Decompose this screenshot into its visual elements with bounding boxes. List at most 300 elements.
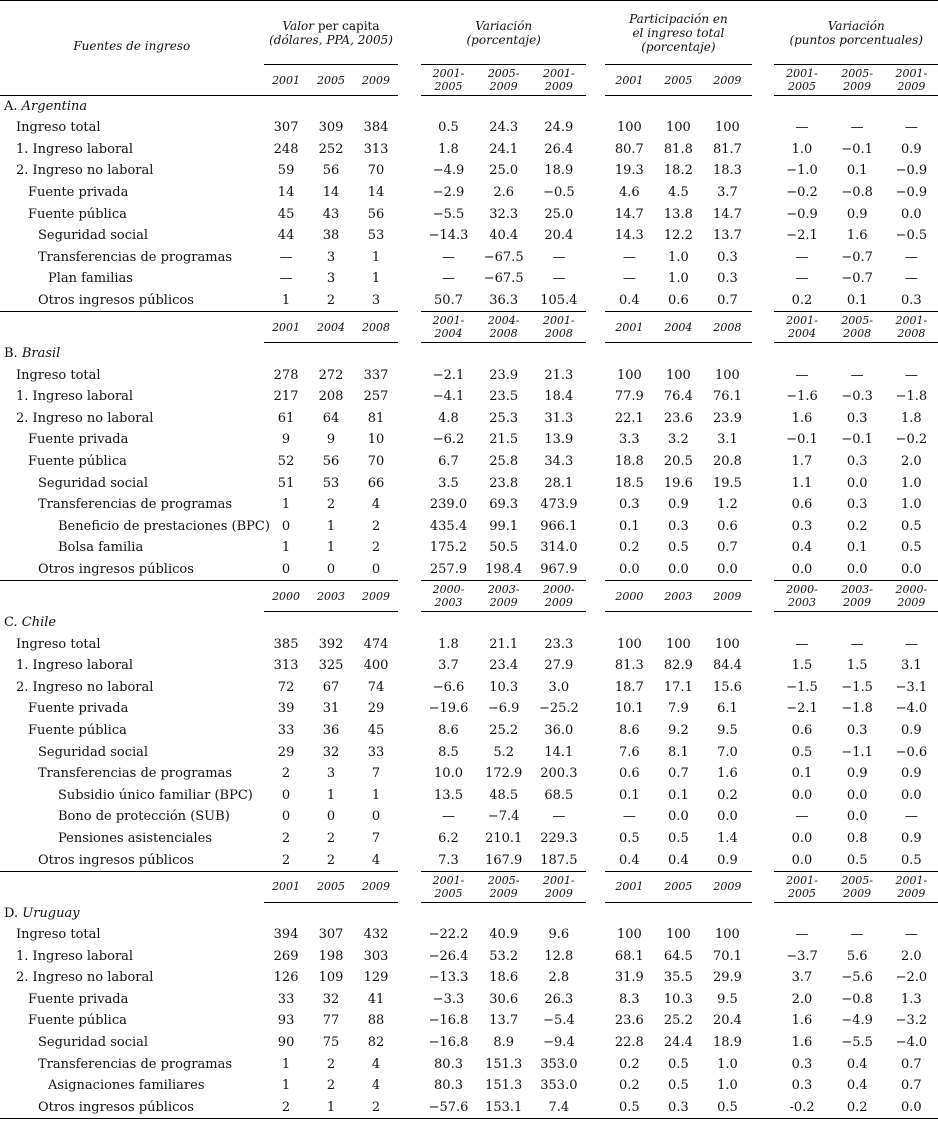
year-label: 2003: [309, 581, 354, 612]
cell-value: 3.5: [438, 475, 459, 491]
cell-value: 1: [326, 518, 336, 534]
year-label: 2001- 2008: [531, 312, 586, 343]
cell-value: 0.1: [846, 540, 868, 556]
cell-value: 3: [326, 271, 336, 287]
cell-value: 0: [281, 561, 291, 577]
header-group-variation-a: Variación: [475, 18, 533, 33]
cell-value: −0.7: [841, 249, 873, 265]
row-label-text: Fuente pública: [28, 206, 127, 222]
cell-value: 7: [371, 766, 381, 782]
cell-value: —: [795, 636, 809, 652]
cell-value: 6.2: [438, 830, 459, 846]
cell-value: 24.9: [544, 120, 574, 136]
cell-value: 200.3: [540, 766, 578, 782]
cell-value: 90: [277, 1035, 295, 1051]
cell-value: 10.3: [663, 991, 693, 1007]
cell-value: 474: [363, 636, 389, 652]
section-title: [0, 343, 264, 365]
cell-value: −6.9: [487, 701, 520, 717]
table-row: [0, 472, 938, 494]
cell-value: —: [904, 927, 918, 943]
cell-value: 8.9: [493, 1035, 515, 1051]
table-row: [0, 559, 938, 581]
cell-value: 1: [371, 271, 381, 287]
cell-value: −16.8: [428, 1013, 469, 1029]
cell-value: —: [850, 120, 864, 136]
cell-value: 0.3: [791, 1078, 813, 1094]
header-group-value-c: (dólares,: [269, 32, 327, 47]
cell-value: 1.1: [791, 475, 813, 491]
cell-value: 100: [665, 927, 691, 943]
cell-value: 0.5: [703, 1097, 752, 1119]
row-label-abbr: BPC: [219, 787, 248, 803]
cell-value: 0.8: [846, 830, 868, 846]
cell-value: 13.5: [434, 787, 463, 803]
cell-value: 33: [277, 991, 295, 1007]
cell-value: 2.0: [791, 991, 813, 1007]
cell-value: 8.5: [438, 744, 459, 760]
cell-value: 0.0: [791, 830, 813, 846]
year-label: 2004: [654, 312, 703, 343]
cell-value: 34.3: [544, 454, 574, 470]
header-group-share-c: (porcentaje): [641, 39, 716, 54]
cell-value: —: [442, 809, 455, 825]
table-row: [0, 364, 938, 386]
row-label-text: 1. Ingreso laboral: [16, 389, 134, 405]
cell-value: 25.2: [663, 1013, 693, 1029]
row-label-text: Ingreso total: [16, 120, 101, 136]
cell-value: 0.6: [717, 518, 738, 534]
cell-value: —: [622, 249, 636, 265]
cell-value: 7: [371, 830, 381, 846]
cell-value: 0.0: [668, 809, 689, 825]
cell-value: 4: [371, 852, 381, 868]
cell-value: 13.7: [712, 228, 742, 244]
cell-value: 2: [326, 852, 336, 868]
row-label-tail: ): [264, 518, 270, 534]
row-label: [0, 945, 264, 967]
cell-value: 15.6: [712, 679, 742, 695]
row-label: [0, 698, 264, 720]
cell-value: 0.0: [668, 561, 689, 577]
cell-value: 10.1: [614, 701, 644, 717]
row-label: [0, 268, 264, 290]
cell-value: −4.9: [432, 163, 465, 179]
cell-value: —: [552, 249, 566, 265]
year-label: 2005: [309, 65, 354, 96]
cell-value: 18.6: [489, 970, 519, 986]
cell-value: 0.5: [605, 1097, 654, 1119]
cell-value: 10.3: [489, 679, 519, 695]
cell-value: 4: [371, 1056, 381, 1072]
year-label: 2004: [309, 312, 354, 343]
cell-value: 0: [371, 809, 381, 825]
cell-value: 400: [363, 658, 389, 674]
cell-value: 0.2: [619, 1078, 640, 1094]
cell-value: 0: [326, 809, 336, 825]
cell-value: —: [850, 636, 864, 652]
cell-value: 14.3: [614, 228, 644, 244]
row-label: [0, 364, 264, 386]
cell-value: −0.9: [895, 185, 928, 201]
cell-value: 81.3: [614, 658, 644, 674]
cell-value: 18.9: [712, 1035, 742, 1051]
cell-value: 252: [318, 141, 344, 157]
table-row: [0, 139, 938, 161]
year-label: 2000: [264, 581, 309, 612]
cell-value: 1: [281, 293, 291, 309]
cell-value: 257: [363, 389, 389, 405]
cell-value: 22.8: [614, 1035, 644, 1051]
cell-value: −2.9: [432, 185, 465, 201]
cell-value: 0.3: [791, 1056, 813, 1072]
cell-value: 0.9: [901, 141, 922, 157]
year-label: 2000- 2009: [531, 581, 586, 612]
cell-value: 14: [277, 185, 295, 201]
cell-value: −0.5: [895, 228, 928, 244]
cell-value: 3.1: [901, 658, 922, 674]
cell-value: 4.6: [619, 185, 640, 201]
cell-value: 17.1: [663, 679, 693, 695]
cell-value: 76.1: [712, 389, 742, 405]
year-header-row: [0, 871, 938, 902]
row-label-text: Subsidio único familiar (: [58, 787, 220, 803]
cell-value: —: [850, 927, 864, 943]
cell-value: 151.3: [485, 1078, 523, 1094]
cell-value: 20.8: [712, 454, 742, 470]
cell-value: 18.7: [614, 679, 644, 695]
cell-value: 27.9: [544, 658, 574, 674]
cell-value: 80.7: [614, 141, 644, 157]
year-label: 2001- 2009: [531, 871, 586, 902]
cell-value: 13.9: [544, 432, 574, 448]
table-row: [0, 924, 938, 946]
cell-value: 81: [367, 410, 385, 426]
cell-value: —: [904, 367, 918, 383]
cell-value: −25.2: [538, 701, 579, 717]
year-label: 2008: [703, 312, 752, 343]
cell-value: —: [795, 120, 809, 136]
cell-value: 5.6: [846, 948, 868, 964]
cell-value: 13.7: [489, 1013, 519, 1029]
cell-value: 0.0: [791, 852, 813, 868]
cell-value: 26.3: [544, 991, 574, 1007]
year-label: 2009: [354, 65, 399, 96]
cell-value: 53.2: [489, 948, 519, 964]
year-label: 2001: [605, 871, 654, 902]
cell-value: 126: [273, 970, 299, 986]
row-label-text: Fuente pública: [28, 1013, 127, 1029]
cell-value: 9.2: [668, 722, 689, 738]
cell-value: —: [279, 271, 293, 287]
cell-value: 84.4: [712, 658, 742, 674]
cell-value: 9.5: [717, 722, 738, 738]
row-label-text: Transferencias de programas: [38, 766, 233, 782]
cell-value: 99.1: [489, 518, 519, 534]
row-label: [0, 451, 264, 473]
year-label: 2003: [654, 581, 703, 612]
cell-value: 7.0: [717, 744, 738, 760]
section-title-row: [0, 612, 938, 634]
cell-value: 0.3: [846, 722, 868, 738]
row-label: [0, 537, 264, 559]
year-label: 2001- 2005: [421, 65, 476, 96]
table-row: [0, 945, 938, 967]
row-label-text: Bolsa familia: [58, 540, 144, 556]
row-label: [0, 408, 264, 430]
cell-value: 2: [371, 518, 381, 534]
cell-value: 0.7: [901, 1078, 922, 1094]
year-label: 2001: [264, 65, 309, 96]
table-row: [0, 290, 938, 312]
cell-value: 77: [322, 1013, 340, 1029]
cell-value: 353.0: [540, 1056, 578, 1072]
cell-value: 1.7: [791, 454, 813, 470]
cell-value: 56: [322, 163, 340, 179]
cell-value: 18.8: [614, 454, 644, 470]
cell-value: 76.4: [663, 389, 693, 405]
header-group-share-a: Participación en: [629, 11, 728, 26]
cell-value: 31: [322, 701, 340, 717]
cell-value: 1: [281, 497, 291, 513]
cell-value: −4.0: [895, 1035, 928, 1051]
cell-value: 100: [665, 120, 691, 136]
table-row: [0, 268, 938, 290]
cell-value: 0.9: [846, 766, 868, 782]
cell-value: 45: [277, 206, 295, 222]
cell-value: 8.6: [619, 722, 640, 738]
cell-value: 0.3: [717, 271, 738, 287]
cell-value: 0.0: [901, 206, 922, 222]
table-row: [0, 429, 938, 451]
year-label: 2000- 2003: [774, 581, 829, 612]
year-label: 2009: [703, 871, 752, 902]
cell-value: 21.1: [489, 636, 519, 652]
cell-value: 70.1: [712, 948, 742, 964]
cell-value: 0.1: [668, 787, 689, 803]
row-label-text: Beneficio de prestaciones (: [58, 518, 237, 534]
cell-value: 2.8: [548, 970, 570, 986]
table-row: [0, 698, 938, 720]
cell-value: 61: [277, 410, 295, 426]
section-country: Argentina: [21, 99, 88, 114]
year-label: 2000: [605, 581, 654, 612]
year-label: 2001- 2005: [774, 65, 829, 96]
table-row: [0, 784, 938, 806]
cell-value: 77.9: [614, 389, 644, 405]
row-label-text: Plan familias: [48, 271, 133, 287]
cell-value: 0: [371, 561, 381, 577]
row-label-text: 1. Ingreso laboral: [16, 141, 134, 157]
section-title-row: [0, 343, 938, 365]
cell-value: 210.1: [485, 830, 523, 846]
row-label-text: Otros ingresos públicos: [38, 1099, 194, 1115]
row-label: [0, 225, 264, 247]
cell-value: 198: [318, 948, 344, 964]
cell-value: 14.7: [712, 206, 742, 222]
cell-value: 23.4: [489, 658, 519, 674]
cell-value: 1.4: [717, 830, 738, 846]
year-label: 2001: [264, 871, 309, 902]
cell-value: -0.2: [774, 1097, 829, 1119]
cell-value: 51: [277, 475, 295, 491]
cell-value: 3.7: [717, 185, 738, 201]
cell-value: 6.1: [717, 701, 738, 717]
cell-value: 3.1: [717, 432, 738, 448]
cell-value: 56: [367, 206, 385, 222]
table-row: [0, 203, 938, 225]
cell-value: 32.3: [489, 206, 519, 222]
year-header-row: [0, 581, 938, 612]
cell-value: 1.5: [846, 658, 868, 674]
cell-value: 153.1: [476, 1097, 531, 1119]
cell-value: 0.9: [717, 852, 738, 868]
cell-value: 0.1: [619, 787, 640, 803]
cell-value: −0.2: [895, 432, 928, 448]
cell-value: 100: [665, 367, 691, 383]
row-label-text: Transferencias de programas: [38, 1056, 233, 1072]
cell-value: 208: [318, 389, 344, 405]
year-header-row: [0, 65, 938, 96]
cell-value: 0.4: [846, 1056, 868, 1072]
cell-value: 1: [326, 540, 336, 556]
cell-value: 4.5: [668, 185, 689, 201]
cell-value: 1.8: [901, 410, 922, 426]
cell-value: 0.0: [619, 561, 640, 577]
cell-value: 0.3: [846, 410, 868, 426]
cell-value: 32: [322, 744, 340, 760]
cell-value: −0.8: [841, 991, 873, 1007]
cell-value: −1.8: [895, 389, 928, 405]
cell-value: —: [795, 271, 809, 287]
cell-value: 0.3: [846, 497, 868, 513]
row-label-text: Asignaciones familiares: [48, 1078, 205, 1094]
cell-value: 2: [326, 497, 336, 513]
cell-value: 167.9: [485, 852, 523, 868]
cell-value: 25.3: [489, 410, 519, 426]
row-label: [0, 989, 264, 1011]
cell-value: 0.2: [846, 518, 868, 534]
cell-value: −0.9: [786, 206, 818, 222]
table-row: [0, 989, 938, 1011]
cell-value: 10.0: [434, 766, 463, 782]
cell-value: 1: [309, 1097, 354, 1119]
cell-value: 22.1: [614, 410, 644, 426]
cell-value: 52: [277, 454, 295, 470]
cell-value: 2: [326, 830, 336, 846]
table-row: [0, 537, 938, 559]
year-label: 2003- 2009: [830, 581, 885, 612]
cell-value: 0.4: [619, 852, 640, 868]
table-row: [0, 741, 938, 763]
cell-value: 0.2: [791, 293, 813, 309]
cell-value: 1.6: [846, 228, 868, 244]
cell-value: 72: [277, 679, 295, 695]
row-label: [0, 516, 270, 538]
cell-value: 74: [367, 679, 385, 695]
row-label-text: Otros ingresos públicos: [38, 561, 194, 577]
cell-value: 385: [273, 636, 299, 652]
row-label: [0, 655, 264, 677]
cell-value: 70: [367, 163, 385, 179]
cell-value: −0.1: [786, 432, 818, 448]
cell-value: 3.7: [438, 658, 459, 674]
cell-value: 18.5: [614, 475, 644, 491]
cell-value: −5.5: [841, 1035, 873, 1051]
cell-value: 20.5: [663, 454, 693, 470]
row-label: [0, 741, 264, 763]
cell-value: 1.6: [717, 766, 738, 782]
cell-value: 31.3: [544, 410, 574, 426]
cell-value: 1: [281, 1078, 291, 1094]
cell-value: 70: [367, 454, 385, 470]
cell-value: 967.9: [540, 561, 578, 577]
cell-value: 269: [273, 948, 299, 964]
cell-value: 1.6: [791, 1013, 813, 1029]
cell-value: −1.5: [841, 679, 873, 695]
table-row: [0, 655, 938, 677]
cell-value: 8.3: [619, 991, 640, 1007]
cell-value: 0.9: [901, 722, 922, 738]
row-label: [0, 290, 264, 312]
table-row: [0, 676, 938, 698]
cell-value: 0.2: [830, 1097, 885, 1119]
cell-value: 0.3: [654, 1097, 703, 1119]
cell-value: 3: [326, 249, 336, 265]
cell-value: 80.3: [434, 1056, 463, 1072]
row-label-text: Seguridad social: [38, 475, 149, 491]
cell-value: —: [622, 271, 636, 287]
row-label-text: 1. Ingreso laboral: [16, 658, 134, 674]
cell-value: 432: [363, 927, 389, 943]
cell-value: −3.3: [432, 991, 465, 1007]
cell-value: −0.8: [841, 185, 873, 201]
cell-value: 0: [281, 809, 291, 825]
table-header: [0, 1, 938, 65]
row-label: [0, 429, 264, 451]
cell-value: 1: [371, 787, 381, 803]
cell-value: —: [850, 367, 864, 383]
cell-value: 0: [281, 787, 291, 803]
cell-value: 24.1: [489, 141, 519, 157]
cell-value: 109: [318, 970, 344, 986]
cell-value: 29: [277, 744, 295, 760]
row-label: [0, 494, 264, 516]
cell-value: 0.1: [846, 163, 868, 179]
cell-value: 313: [363, 141, 389, 157]
cell-value: 64: [322, 410, 340, 426]
header-group-variation: [421, 1, 587, 65]
cell-value: −5.5: [432, 206, 465, 222]
cell-value: 257.9: [429, 561, 468, 577]
cell-value: 473.9: [540, 497, 578, 513]
cell-value: −19.6: [428, 701, 469, 717]
cell-value: 0.6: [791, 497, 813, 513]
header-group-variation-b: (porcentaje): [466, 32, 541, 47]
table-row: [0, 451, 938, 473]
cell-value: 0.6: [791, 722, 813, 738]
row-label-abbr: SUB: [195, 809, 225, 825]
cell-value: 1.0: [668, 271, 689, 287]
year-label: 2001- 2004: [774, 312, 829, 343]
cell-value: −57.6: [421, 1097, 476, 1119]
row-label-text: Ingreso total: [16, 367, 101, 383]
cell-value: 19.6: [663, 475, 693, 491]
year-label: 2001- 2004: [421, 312, 476, 343]
cell-value: 56: [322, 454, 340, 470]
cell-value: 2: [354, 1097, 399, 1119]
cell-value: 198.4: [485, 561, 523, 577]
